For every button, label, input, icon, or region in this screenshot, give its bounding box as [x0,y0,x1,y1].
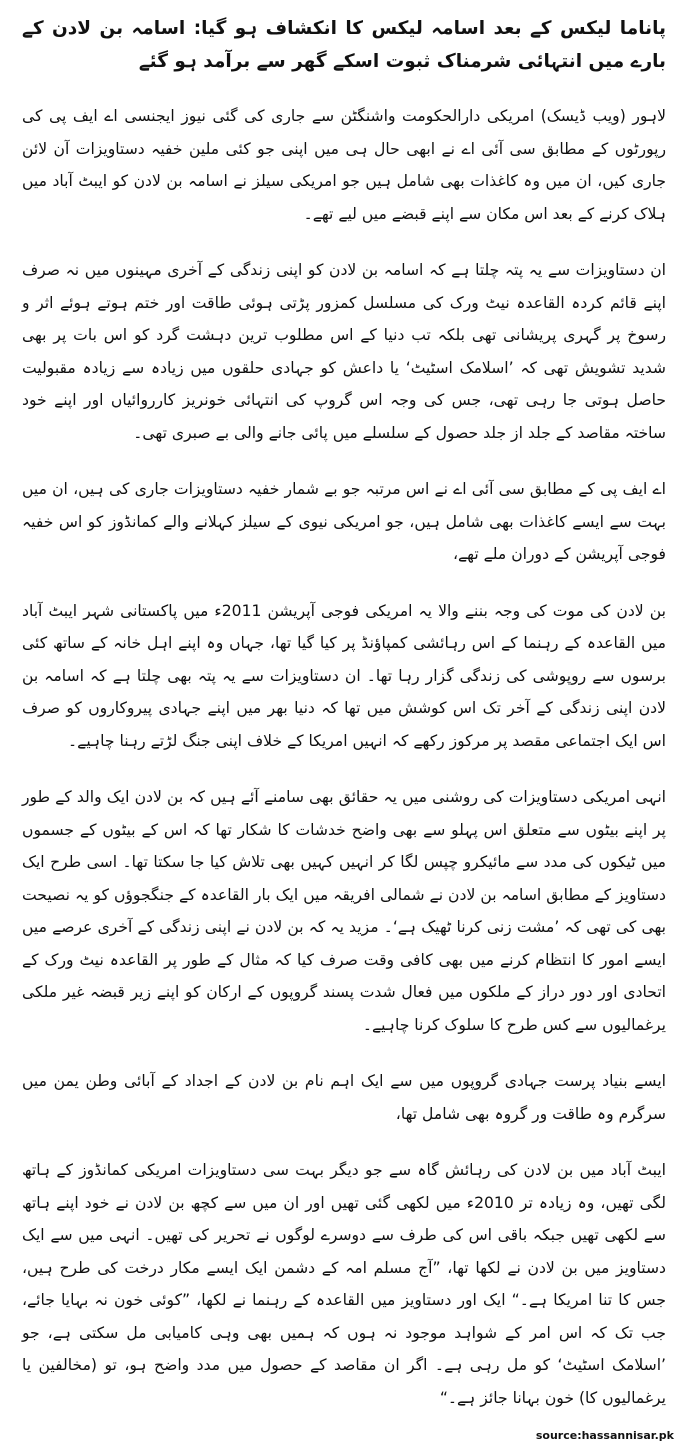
paragraph-4: بن لادن کی موت کی وجہ بننے والا یہ امریکی فوجی آپریشن 2011ء میں پاکستانی شہر ایبٹ آباد میں القاعدہ کے رہنما کے اس رہائشی کمپاؤنڈ پر کیا گیا تھا، جہاں وہ اپنے اہل خانہ کے ساتھ کئی برسوں سے روپوشی کی زندگی گزار رہا تھا۔ ان دستاویزات سے یہ پتہ بھی چلتا ہے کہ اسامہ بن لادن اپنی زندگی کے آخر تک اس کوشش میں تھا کہ دنیا بھر میں اپنے جہادی پیروکاروں کو صرف اس ایک اجتماعی مقصد پر مرکوز رکھے کہ انہیں امریکا کے خلاف اپنی جنگ لڑتے رہنا چاہیے۔ [22,601,666,750]
source-credit: source:hassannisar.pk [535,1429,674,1442]
paragraph-3: اے ایف پی کے مطابق سی آئی اے نے اس مرتبہ جو بے شمار خفیہ دستاویزات جاری کی ہیں، ان میں بہت سے ایسے کاغذات بھی شامل ہیں، جو امریکی نیوی کے سیلز کہلانے والے کمانڈوز کو اس خفیہ فوجی آپریشن کے دوران ملے تھے، [22,480,666,563]
paragraph-7: ایبٹ آباد میں بن لادن کی رہائش گاہ سے جو دیگر بہت سی دستاویزات امریکی کمانڈوز کے ہاتھ لگی تھیں، وہ زیادہ تر 2010ء میں لکھی گئی تھیں اور ان میں سے کچھ بن لادن نے خود اپنے ہاتھ سے لکھی تھیں جبکہ باقی اس کی طرف سے دوسرے لوگوں نے تحریر کی تھیں۔ انہی میں سے ایک دستاویز میں بن لادن نے لکھا تھا، ”آج مسلم امہ کے دشمن ایک ایسے مکار درخت کی طرح ہیں، جس کا تنا امریکا ہے۔“ ایک اور دستاویز میں القاعدہ کے رہنما نے لکھا، ”کوئی خون نہ بہایا جائے، جب تک کہ اس امر کے شواہد موجود نہ ہوں کہ ہمیں بھی وہی کامیابی مل سکتی ہے، جو ’اسلامک اسٹیٹ‘ کو مل رہی ہے۔ اگر ان مقاصد کے حصول میں مدد واضح ہو، تو (مخالفین یا یرغمالیوں کا) خون بہانا جائز ہے۔“ [22,1161,666,1407]
paragraph-2: ان دستاویزات سے یہ پتہ چلتا ہے کہ اسامہ بن لادن کو اپنی زندگی کے آخری مہینوں میں نہ صرف اپنے قائم کردہ القاعدہ نیٹ ورک کی مسلسل کمزور پڑتی ہوئی طاقت اور ختم ہوتے ہوئے اثر و رسوخ پر گہری پریشانی تھی بلکہ تب دنیا کے اس مطلوب ترین دہشت گرد کو اس بات پر بھی شدید تشویش تھی کہ ’اسلامک اسٹیٹ‘ یا داعش کو جہادی حلقوں میں زیادہ سے زیادہ مقبولیت حاصل ہوتی جا رہی تھی، جس کی وجہ اس گروپ کی انتہائی خونریز کارروائیاں اور اپنے خود ساختہ مقاصد کے جلد از جلد حصول کے سلسلے میں پائی جانے والی بے صبری تھی۔ [22,261,666,442]
paragraph-1: لاہور (ویب ڈیسک) امریکی دارالحکومت واشنگٹن سے جاری کی گئی نیوز ایجنسی اے ایف پی کی رپورٹوں کے مطابق سی آئی اے نے ابھی حال ہی میں اپنی جو کئی ملین خفیہ دستاویزات آن لائن جاری کیں، ان میں وہ کاغذات بھی شامل ہیں جو امریکی سیلز نے اسامہ بن لادن کو ایبٹ آباد میں ہلاک کرنے کے بعد اس مکان سے اپنے قبضے میں لیے تھے۔ [22,107,666,223]
paragraph-5: انہی امریکی دستاویزات کی روشنی میں یہ حقائق بھی سامنے آئے ہیں کہ بن لادن ایک والد کے طور پر اپنے بیٹوں سے متعلق اس پہلو سے بھی واضح خدشات کا شکار تھا کہ اس کے بیٹوں کے جسموں میں ٹیکوں کی مدد سے مائیکرو چپس لگا کر انہیں کہیں بھی تلاش کیا جا سکتا تھا۔ اسی طرح ایک دستاویز کے مطابق اسامہ بن لادن نے شمالی افریقہ میں ایک بار القاعدہ کے جنگجوؤں کو یہ نصیحت بھی کی تھی کہ ’مشت زنی کرنا ٹھیک ہے‘۔ مزید یہ کہ بن لادن نے اپنی زندگی کے آخری عرصے میں ایسے امور کا انتظام کرنے میں بھی کافی وقت صرف کیا کہ مثال کے طور پر القاعدہ نیٹ ورک کے اتحادی اور دور دراز کے ملکوں میں فعال شدت پسند گروپوں کے ارکان کو اپنے زیر قبضہ غیر ملکی یرغمالیوں سے کس طرح کا سلوک کرنا چاہیے۔ [22,788,666,1034]
paragraph-6: ایسے بنیاد پرست جہادی گروپوں میں سے ایک اہم نام بن لادن کے اجداد کے آبائی وطن یمن میں سرگرم وہ طاقت ور گروہ بھی شامل تھا، [22,1072,666,1123]
article-headline: پاناما لیکس کے بعد اسامہ لیکس کا انکشاف ہو گیا: اسامہ بن لادن کے بارے میں انتہائی شرمناک ثبوت اسکے گھر سے برآمد ہو گئے [22,18,666,72]
